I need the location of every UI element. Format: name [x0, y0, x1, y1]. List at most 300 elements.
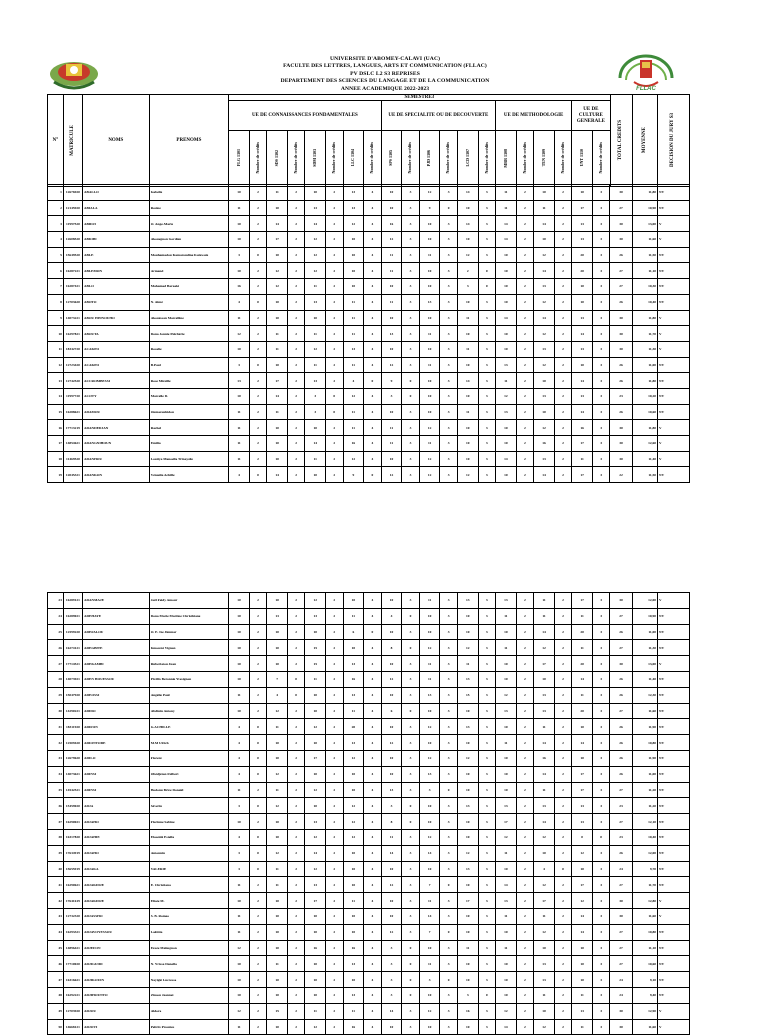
grade-cell: 11 [419, 893, 440, 909]
grade-cell: 11 [343, 893, 364, 909]
credit-cell: 3 [592, 877, 609, 893]
student-row [48, 593, 690, 609]
credit-cell: 2 [326, 750, 343, 766]
credit-cell: 3 [402, 263, 419, 279]
nom-cell: ADEFALOU [82, 624, 149, 640]
grade-cell: 11 [267, 404, 288, 420]
grade-cell: 11 [381, 829, 402, 845]
credit-cell: 2 [554, 782, 571, 798]
moyenne-cell: 12,30 [632, 687, 657, 703]
prenom-cell: Aldora [149, 1003, 228, 1019]
grade-cell: 13 [343, 200, 364, 216]
grade-cell: 10 [267, 987, 288, 1003]
moyenne-cell: 10,40 [632, 829, 657, 845]
credit-cell: 3 [402, 735, 419, 751]
credit-cell: 3 [478, 829, 495, 845]
prenom-cell: O. E. Ize Jimmar [149, 624, 228, 640]
credit-cell: 3 [402, 310, 419, 326]
credit-cell: 4 [364, 279, 381, 295]
grade-cell: 10 [267, 593, 288, 609]
col-decision: DECISION DU JURY S3 [658, 95, 690, 187]
credit-cell: 3 [592, 420, 609, 436]
total-credits-cell: 26 [610, 404, 632, 420]
credit-cell: 2 [326, 814, 343, 830]
total-credits-cell: 26 [610, 357, 632, 373]
grade-cell: 10 [419, 814, 440, 830]
row-number: 24 [48, 608, 64, 624]
matricule-cell: 16316621 [63, 972, 82, 988]
credit-cell: 4 [364, 687, 381, 703]
grade-cell: 10 [457, 624, 478, 640]
row-number: 6 [48, 263, 64, 279]
grade-cell: 4 [229, 719, 250, 735]
credit-cell: 2 [516, 861, 533, 877]
grade-cell: 3 [229, 798, 250, 814]
credit-cell: 4 [364, 750, 381, 766]
credit-cell: 2 [326, 861, 343, 877]
credit-cell: 0 [249, 247, 266, 263]
grade-cell: 13 [496, 357, 517, 373]
credit-cell: 3 [478, 845, 495, 861]
credit-cell: 3 [478, 200, 495, 216]
credit-cell: 0 [249, 467, 266, 483]
grade-cell: 16 [534, 436, 555, 452]
decision-cell: NV [658, 608, 690, 624]
grade-cell: 13 [229, 373, 250, 389]
credit-cell: 3 [402, 719, 419, 735]
prenom-cell: Emilia [149, 436, 228, 452]
grade-cell: 14 [496, 1019, 517, 1035]
moyenne-cell: 11,80 [632, 310, 657, 326]
credit-cell: 3 [440, 263, 457, 279]
nom-cell: ADEN HOUESSOU [82, 671, 149, 687]
student-row [48, 814, 690, 830]
grade-cell: 14 [457, 373, 478, 389]
moyenne-cell: 11,60 [632, 1019, 657, 1035]
course-credits-header-2: Nombre de crédits [326, 131, 343, 187]
grade-cell: 11 [457, 940, 478, 956]
decision-cell: NV [658, 987, 690, 1003]
grade-cell: 12 [419, 420, 440, 436]
grade-cell: 10 [534, 845, 555, 861]
credit-cell: 2 [516, 216, 533, 232]
matricule-cell: 18311920 [63, 719, 82, 735]
decision-cell: NV [658, 845, 690, 861]
student-row [48, 341, 690, 357]
credit-cell: 2 [326, 357, 343, 373]
credit-cell: 2 [326, 735, 343, 751]
credit-cell: 2 [554, 956, 571, 972]
prenom-cell: Innocent Vignon [149, 640, 228, 656]
matricule-cell: 14854621 [63, 436, 82, 452]
grade-cell: 13 [534, 388, 555, 404]
course-credits-header-1: Nombre de crédits [287, 131, 304, 187]
grade-cell: 3 [457, 987, 478, 1003]
prenom-cell: Dona Marie Martine Christhiane [149, 608, 228, 624]
credit-cell: 3 [402, 341, 419, 357]
prenom-cell: Vénudia Achille [149, 467, 228, 483]
credit-cell: 2 [554, 341, 571, 357]
grade-cell: 11 [343, 404, 364, 420]
grade-cell: 10 [229, 703, 250, 719]
grade-cell: 14 [305, 216, 326, 232]
credit-cell: 2 [287, 247, 304, 263]
credit-cell: 3 [402, 624, 419, 640]
grade-cell: 10 [457, 294, 478, 310]
credit-cell: 2 [326, 624, 343, 640]
credit-cell: 0 [402, 388, 419, 404]
credit-cell: 2 [326, 877, 343, 893]
credit-cell: 2 [554, 451, 571, 467]
grade-cell: 13 [572, 341, 593, 357]
credit-cell: 4 [364, 294, 381, 310]
credit-cell: 2 [249, 908, 266, 924]
credit-cell: 3 [478, 940, 495, 956]
credit-cell: 3 [440, 750, 457, 766]
grade-cell: 11 [496, 373, 517, 389]
matricule-cell: 16289021 [63, 608, 82, 624]
course-credits-header-0: Nombre de crédits [249, 131, 266, 187]
grade-cell: 10 [534, 232, 555, 248]
grade-cell: 11 [229, 451, 250, 467]
grade-cell: 11 [343, 703, 364, 719]
grade-cell: 14 [572, 735, 593, 751]
matricule-cell: 14896421 [63, 940, 82, 956]
grade-cell: 20 [572, 656, 593, 672]
course-code-4: SPS 1305 [381, 131, 402, 187]
row-number: 50 [48, 1019, 64, 1035]
credit-cell: 2 [249, 624, 266, 640]
grade-cell: 6 [343, 624, 364, 640]
grade-cell: 10 [381, 279, 402, 295]
credit-cell: 2 [249, 341, 266, 357]
grade-cell: 11 [534, 593, 555, 609]
total-credits-cell: 26 [610, 735, 632, 751]
student-row [48, 310, 690, 326]
student-row [48, 956, 690, 972]
grade-cell: 10 [496, 624, 517, 640]
grade-cell: 10 [457, 357, 478, 373]
grade-cell: 10 [229, 232, 250, 248]
grade-cell: 20 [572, 624, 593, 640]
grade-cell: 12 [381, 877, 402, 893]
grade-cell: 11 [419, 656, 440, 672]
grade-cell: 10 [419, 987, 440, 1003]
credit-cell: 3 [478, 750, 495, 766]
credit-cell: 3 [478, 185, 495, 201]
credit-cell: 2 [326, 924, 343, 940]
prenom-cell: Obédjéton Fulbert [149, 766, 228, 782]
grade-cell: 12 [419, 640, 440, 656]
credit-cell: 3 [402, 1019, 419, 1035]
credit-cell: 3 [592, 310, 609, 326]
credit-cell: 2 [554, 656, 571, 672]
matricule-cell: 14073621 [63, 766, 82, 782]
moyenne-cell: 12,10 [632, 814, 657, 830]
row-number: 19 [48, 467, 64, 483]
nom-cell: ADINSI [82, 782, 149, 798]
grade-cell: 10 [457, 814, 478, 830]
grade-cell: 3 [229, 861, 250, 877]
nom-cell: ADJAHIE [82, 829, 149, 845]
decision-cell: NV [658, 972, 690, 988]
credit-cell: 2 [249, 436, 266, 452]
grade-cell: 10 [343, 279, 364, 295]
credit-cell: 2 [326, 940, 343, 956]
credit-cell: 2 [554, 373, 571, 389]
grade-cell: 13 [572, 798, 593, 814]
credit-cell: 3 [592, 388, 609, 404]
credit-cell: 2 [554, 687, 571, 703]
grade-cell: 11 [419, 671, 440, 687]
student-row [48, 671, 690, 687]
grade-cell: 11 [419, 357, 440, 373]
semester-label: SEMESTRE3 [229, 95, 610, 101]
grade-cell: 13 [381, 326, 402, 342]
grade-cell: 13 [534, 279, 555, 295]
decision-cell: NV [658, 671, 690, 687]
credit-cell: 2 [516, 877, 533, 893]
grade-cell: 10 [496, 924, 517, 940]
grade-cell: 10 [457, 200, 478, 216]
grade-cell: 10 [419, 232, 440, 248]
grade-cell: 10 [496, 326, 517, 342]
credit-cell: 2 [554, 593, 571, 609]
decision-cell: NV [658, 687, 690, 703]
grade-cell: 10 [343, 908, 364, 924]
grade-cell: 10 [229, 608, 250, 624]
grade-cell: 10 [229, 972, 250, 988]
credit-cell: 3 [478, 766, 495, 782]
matricule-cell: 16290621 [63, 877, 82, 893]
matricule-cell: 14542521 [63, 782, 82, 798]
decision-cell: NV [658, 877, 690, 893]
grade-cell: 10 [267, 640, 288, 656]
decision-cell: NV [658, 263, 690, 279]
grade-cell: 13 [457, 861, 478, 877]
credit-cell: 2 [287, 782, 304, 798]
credit-cell: 3 [478, 216, 495, 232]
grade-cell: 0 [572, 829, 593, 845]
grade-cell: 11 [305, 279, 326, 295]
grade-cell: 16 [343, 1019, 364, 1035]
grade-cell: 11 [381, 420, 402, 436]
credit-cell: 2 [326, 451, 343, 467]
grade-cell: 12 [419, 719, 440, 735]
grade-cell: 15 [305, 640, 326, 656]
credit-cell: 3 [592, 341, 609, 357]
credit-cell: 3 [478, 893, 495, 909]
credit-cell: 0 [326, 404, 343, 420]
total-credits-cell: 27 [610, 782, 632, 798]
credit-cell: 3 [440, 861, 457, 877]
credit-cell: 2 [287, 263, 304, 279]
credit-cell: 2 [554, 436, 571, 452]
grade-cell: 13 [343, 341, 364, 357]
credit-cell: 2 [287, 326, 304, 342]
credit-cell: 2 [287, 388, 304, 404]
col-prenoms: PRENOMS [149, 95, 228, 187]
grade-cell: 11 [419, 247, 440, 263]
grade-cell: 11 [496, 200, 517, 216]
credit-cell: 2 [516, 388, 533, 404]
credit-cell: 4 [364, 671, 381, 687]
matricule-cell: 12742520 [63, 373, 82, 389]
credit-cell: 2 [554, 940, 571, 956]
total-credits-cell: 26 [610, 671, 632, 687]
credit-cell: 4 [364, 893, 381, 909]
total-credits-cell: 30 [610, 232, 632, 248]
credit-cell: 2 [516, 940, 533, 956]
matricule-cell: 16297821 [63, 326, 82, 342]
credit-cell: 2 [554, 247, 571, 263]
credit-cell: 2 [554, 845, 571, 861]
credit-cell: 2 [554, 232, 571, 248]
grade-cell: 10 [457, 956, 478, 972]
credit-cell: 3 [478, 719, 495, 735]
grade-cell: 11 [496, 908, 517, 924]
grade-cell: 10 [457, 703, 478, 719]
nom-cell: ADJAHO [82, 845, 149, 861]
credit-cell: 2 [516, 893, 533, 909]
moyenne-cell: 11,80 [632, 185, 657, 201]
grade-cell: 11 [496, 608, 517, 624]
matricule-cell: 12703620 [63, 294, 82, 310]
matricule-cell: 12608520 [63, 232, 82, 248]
grade-cell: 4 [229, 829, 250, 845]
credit-cell: 0 [249, 861, 266, 877]
grade-cell: 10 [419, 940, 440, 956]
credit-cell: 3 [592, 279, 609, 295]
grade-cell: 11 [343, 357, 364, 373]
grade-cell: 13 [419, 687, 440, 703]
grade-cell: 7 [419, 924, 440, 940]
course-code-6: LCD 1307 [457, 131, 478, 187]
credit-cell: 3 [402, 279, 419, 295]
prenom-cell: Marcelle D. [149, 388, 228, 404]
student-row [48, 608, 690, 624]
grade-cell: 12 [381, 735, 402, 751]
grade-cell: 15 [305, 656, 326, 672]
matricule-cell: 16287221 [63, 263, 82, 279]
credit-cell: 3 [402, 593, 419, 609]
credit-cell: 3 [402, 467, 419, 483]
grade-cell: 13 [572, 216, 593, 232]
grade-cell: 10 [305, 185, 326, 201]
credit-cell: 2 [326, 987, 343, 1003]
grade-cell: 10 [229, 640, 250, 656]
credit-cell: 3 [402, 908, 419, 924]
grade-cell: 12 [343, 829, 364, 845]
group-fondamentales: UE DE CONNAISSANCES FONDAMENTALES [229, 101, 382, 131]
credit-cell: 2 [554, 719, 571, 735]
credit-cell: 2 [249, 608, 266, 624]
nom-cell: ADILO [82, 750, 149, 766]
matricule-cell: 11997520 [63, 216, 82, 232]
grade-cell: 13 [343, 956, 364, 972]
decision-cell: NV [658, 924, 690, 940]
credit-cell: 3 [478, 735, 495, 751]
nom-cell: ABIALA [82, 200, 149, 216]
total-credits-cell: 27 [610, 640, 632, 656]
total-credits-cell: 27 [610, 924, 632, 940]
prenom-cell: Séverin [149, 798, 228, 814]
grade-cell: 11 [343, 1003, 364, 1019]
grade-cell: 11 [381, 247, 402, 263]
grade-cell: 11 [534, 200, 555, 216]
credit-cell: 2 [326, 436, 343, 452]
student-row [48, 404, 690, 420]
credit-cell: 3 [478, 451, 495, 467]
grade-cell: 17 [534, 656, 555, 672]
prenom-cell: Peltrix Prosnies [149, 1019, 228, 1035]
decision-cell: NV [658, 388, 690, 404]
decision-cell: NV [658, 624, 690, 640]
credit-cell: 2 [287, 279, 304, 295]
row-number: 16 [48, 420, 64, 436]
credit-cell: 4 [364, 420, 381, 436]
grade-cell: 13 [305, 608, 326, 624]
credit-cell: 4 [364, 829, 381, 845]
credit-cell: 4 [364, 861, 381, 877]
credit-cell: 3 [478, 972, 495, 988]
grade-cell: 10 [229, 814, 250, 830]
row-number: 30 [48, 703, 64, 719]
grade-cell: 12 [267, 766, 288, 782]
credit-cell: 0 [440, 782, 457, 798]
grade-cell: 10 [534, 185, 555, 201]
total-credits-cell: 30 [610, 216, 632, 232]
credit-cell: 3 [440, 640, 457, 656]
grade-cell: 13 [343, 656, 364, 672]
credit-cell: 3 [592, 940, 609, 956]
credit-cell: 0 [249, 719, 266, 735]
credit-cell: 2 [516, 247, 533, 263]
credit-cell: 2 [554, 326, 571, 342]
grade-cell: 10 [381, 185, 402, 201]
matricule-cell: 12732320 [63, 908, 82, 924]
row-number: 37 [48, 814, 64, 830]
matricule-cell: 17634919 [63, 845, 82, 861]
grade-cell: 10 [496, 263, 517, 279]
total-credits-cell: 23 [610, 798, 632, 814]
student-row [48, 861, 690, 877]
credit-cell: 3 [402, 782, 419, 798]
credit-cell: 3 [402, 861, 419, 877]
grade-cell: 10 [381, 200, 402, 216]
row-number: 7 [48, 279, 64, 295]
grade-cell: 9 [419, 200, 440, 216]
grade-cell: 10 [457, 420, 478, 436]
grade-cell: 12 [343, 814, 364, 830]
decision-cell: V [658, 908, 690, 924]
col-moyenne: MOYENNE [632, 95, 657, 187]
grade-cell: 16 [229, 279, 250, 295]
nom-cell: ABOUTA [82, 326, 149, 342]
credit-cell: 2 [326, 687, 343, 703]
decision-cell: V [658, 1003, 690, 1019]
total-credits-cell: 26 [610, 624, 632, 640]
grade-cell: 12 [381, 924, 402, 940]
grade-cell: 4 [534, 861, 555, 877]
grade-cell: 17 [572, 200, 593, 216]
nom-cell: ADJAKIDJE [82, 893, 149, 909]
credit-cell: 2 [249, 656, 266, 672]
moyenne-cell: 11,70 [632, 326, 657, 342]
student-row [48, 987, 690, 1003]
credit-cell: 4 [364, 232, 381, 248]
grade-cell: 12 [419, 451, 440, 467]
